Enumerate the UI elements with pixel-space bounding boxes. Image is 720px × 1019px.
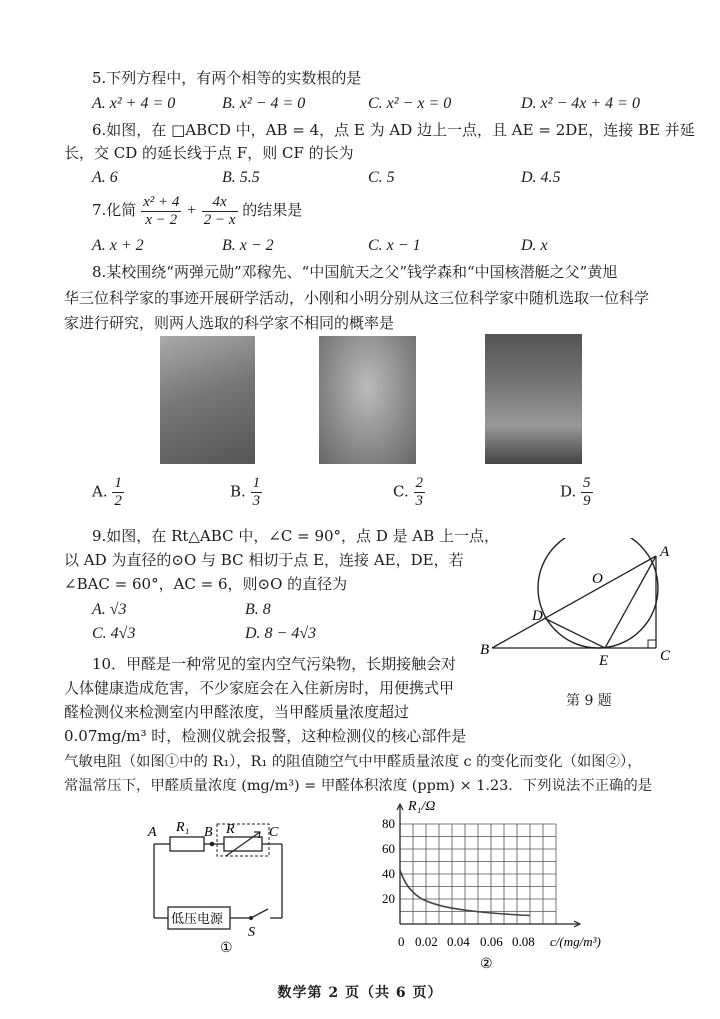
power-supply-label: 低压电源 [171, 911, 224, 926]
q8-line2: 华三位科学家的事迹开展研学活动，小刚和小明分别从这三位科学家中随机选取一位科学 [64, 289, 650, 307]
q9-line2: 以 AD 为直径的⊙O 与 BC 相切于点 E，连接 AE，DE，若 [64, 551, 464, 569]
graph-xtick-0.08: 0.08 [512, 934, 535, 949]
q7-prefix: 7.化简 [92, 201, 137, 219]
resistance-concentration-graph [372, 796, 634, 974]
graph-ytick-60: 60 [382, 841, 395, 856]
q6-line2: 长，交 CD 的延长线于点 F，则 CF 的长为 [64, 144, 354, 162]
q7-option-a: A. x + 2 [92, 237, 144, 254]
q5-stem: 5.下列方程中，有两个相等的实数根的是 [92, 69, 362, 87]
graph-ytick-20: 20 [382, 891, 395, 906]
q5-option-d: D. x² − 4x + 4 = 0 [521, 95, 640, 112]
page-footer: 数学第 2 页（共 6 页） [277, 985, 443, 1001]
q8-option-a: A. $\frac{1}{2}$ [92, 475, 122, 509]
q6-option-b: B. 5.5 [222, 169, 260, 186]
graph-xtick-0.04: 0.04 [447, 934, 470, 949]
graph-xtick-0: 0 [398, 934, 405, 949]
q9-option-a: A. √3 [92, 601, 127, 618]
q8-option-b: B. $\frac{1}{3}$ [230, 475, 261, 509]
q7-stem [92, 190, 302, 231]
q9-line1: 9.如图，在 Rt△ABC 中，∠C = 90°，点 D 是 AB 上一点， [92, 527, 500, 545]
q7-option-c: C. x − 1 [368, 237, 421, 254]
scientist-photo-3 [485, 334, 582, 464]
circuit-diagram [140, 812, 310, 962]
q5-option-a: A. x² + 4 = 0 [92, 95, 176, 112]
q9-label-e: E [599, 653, 609, 669]
q9-caption: 第 9 题 [566, 693, 612, 709]
q10-line4: 0.07mg/m³ 时，检测仪就会报警，这种检测仪的核心部件是 [64, 727, 467, 745]
q10-line1: 10．甲醛是一种常见的室内空气污染物，长期接触会对 [92, 655, 457, 673]
q8-line3: 家进行研究，则两人选取的科学家不相同的概率是 [64, 314, 395, 332]
q7-option-d: D. x [521, 237, 548, 254]
q7-fraction-2: $\frac{4x}{2 - x}$ [203, 193, 236, 228]
graph-xtick-0.02: 0.02 [415, 934, 438, 949]
q9-label-o: O [592, 571, 603, 587]
q7-suffix: 的结果是 [242, 201, 303, 219]
q9-label-a: A [660, 544, 670, 560]
q10-line3: 醛检测仪来检测室内甲醛浓度，当甲醛质量浓度超过 [64, 703, 410, 721]
q9-label-c: C [660, 648, 671, 664]
graph-ytick-40: 40 [382, 866, 395, 881]
circuit-label-b: B [204, 825, 213, 840]
q9-line3: ∠BAC = 60°，AC = 6，则⊙O 的直径为 [64, 575, 348, 593]
q7-plus: + [186, 202, 197, 219]
circuit-figure-number: ① [220, 941, 233, 956]
graph-x-axis-label: c/(mg/m³) [550, 934, 601, 949]
graph-grid [400, 824, 556, 924]
graph-y-axis-label: R₁/Ω [408, 799, 436, 814]
q8-line1: 8.某校围绕“两弹元勋”邓稼先、“中国航天之父”钱学森和“中国核潜艇之父”黄旭 [92, 263, 618, 281]
graph-figure-number: ② [480, 957, 493, 972]
q9-option-b: B. 8 [245, 601, 271, 618]
scientist-photo-2 [319, 336, 416, 464]
q6-option-a: A. 6 [92, 169, 118, 186]
q9-label-d: D [532, 608, 543, 624]
q10-line5: 气敏电阻（如图①中的 R₁），R₁ 的阻值随空气中甲醛质量浓度 c 的变化而变化（如图②）， [64, 754, 642, 770]
circuit-label-r1: R₁ [176, 820, 190, 835]
graph-xtick-0.06: 0.06 [480, 934, 503, 949]
q8-option-d: D. $\frac{5}{9}$ [560, 475, 591, 509]
graph-ytick-80: 80 [382, 816, 395, 831]
q9-label-b: B [480, 642, 490, 658]
q10-line2: 人体健康造成危害，不少家庭会在入住新房时，用便携式甲 [64, 679, 455, 697]
q8-option-c: C. $\frac{2}{3}$ [393, 475, 423, 509]
q7-option-b: B. x − 2 [222, 237, 274, 254]
q9-option-c: C. 4√3 [92, 625, 136, 642]
q9-geometry-figure [478, 538, 688, 672]
circuit-label-r: R [226, 822, 235, 837]
circuit-label-a: A [148, 825, 157, 840]
q6-line1: 6.如图，在 □ABCD 中，AB = 4，点 E 为 AD 边上一点，且 AE = 2DE，连接 BE 并延 [92, 121, 695, 139]
q10-line6: 常温常压下，甲醛质量浓度 (mg/m³) = 甲醛体积浓度 (ppm) × 1.23．下列说法不正确的是 [64, 778, 653, 794]
q7-fraction-1: $\frac{\text{x² + 4}}{x - 2}$ [143, 193, 180, 228]
q6-option-d: D. 4.5 [521, 169, 561, 186]
switch-label-s: S [248, 925, 255, 940]
scientist-photo-1 [160, 336, 255, 464]
q5-option-c: C. x² − x = 0 [368, 95, 452, 112]
circuit-label-c: C [269, 825, 279, 840]
q9-option-d: D. 8 − 4√3 [245, 625, 317, 642]
q5-option-b: B. x² − 4 = 0 [222, 95, 306, 112]
q6-option-c: C. 5 [368, 169, 395, 186]
